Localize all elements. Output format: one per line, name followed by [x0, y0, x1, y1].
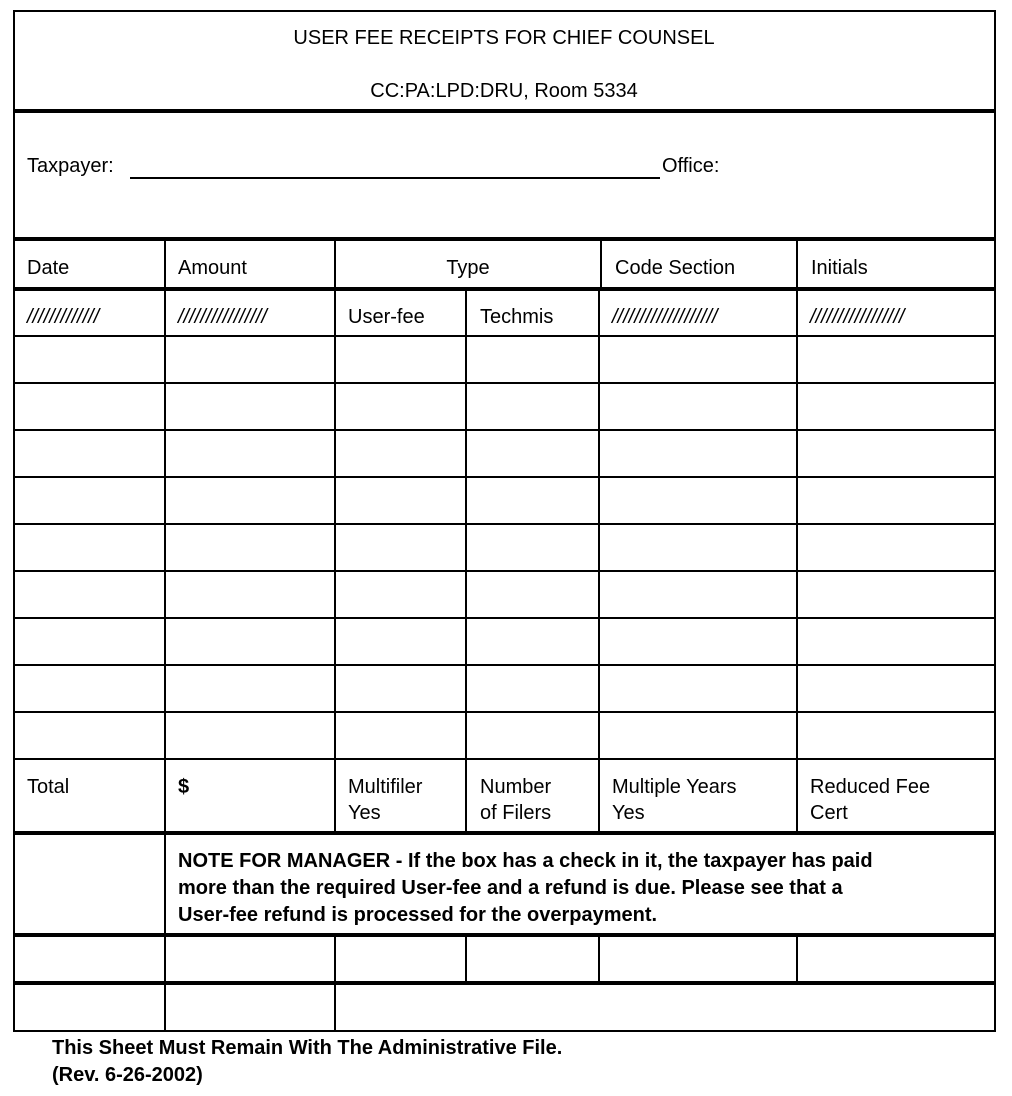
- vertical-rule: [600, 239, 602, 289]
- entry-cell[interactable]: [337, 338, 464, 381]
- entry-cell[interactable]: [799, 714, 993, 757]
- column-header-amount: Amount: [178, 257, 247, 279]
- entry-cell[interactable]: [468, 432, 597, 475]
- amount-hatch: ////////////////: [178, 306, 267, 328]
- entry-cell[interactable]: [16, 667, 163, 710]
- entry-cell[interactable]: [601, 479, 795, 522]
- vertical-rule: [164, 983, 166, 1031]
- horizontal-rule: [13, 1030, 996, 1032]
- column-header-date: Date: [27, 257, 70, 279]
- entry-cell[interactable]: [799, 432, 993, 475]
- reduced-fee-label: Reduced Fee: [810, 776, 931, 798]
- horizontal-rule: [13, 664, 996, 666]
- cert-label: Cert: [810, 802, 848, 824]
- entry-cell[interactable]: [601, 620, 795, 663]
- horizontal-rule: [13, 831, 996, 835]
- horizontal-rule: [13, 981, 996, 985]
- code-section-hatch: ///////////////////: [612, 306, 718, 328]
- horizontal-rule: [13, 523, 996, 525]
- entry-cell[interactable]: [799, 385, 993, 428]
- horizontal-rule: [13, 933, 996, 937]
- entry-cell[interactable]: [601, 338, 795, 381]
- entry-cell[interactable]: [16, 338, 163, 381]
- horizontal-rule: [13, 476, 996, 478]
- entry-cell[interactable]: [468, 385, 597, 428]
- entry-cell[interactable]: [337, 620, 464, 663]
- office-label: Office:: [662, 155, 720, 177]
- vertical-rule: [334, 239, 336, 289]
- entry-cell[interactable]: [337, 432, 464, 475]
- entry-cell[interactable]: [601, 667, 795, 710]
- vertical-rule: [465, 289, 467, 833]
- entry-cell[interactable]: [167, 620, 333, 663]
- horizontal-rule: [13, 429, 996, 431]
- vertical-rule: [164, 833, 166, 935]
- form-title: USER FEE RECEIPTS FOR CHIEF COUNSEL: [293, 27, 715, 49]
- multifiler-label: Multifiler: [348, 776, 423, 798]
- vertical-rule: [334, 935, 336, 983]
- total-label: Total: [27, 776, 70, 798]
- vertical-rule: [598, 935, 600, 983]
- column-header-code-section: Code Section: [615, 257, 736, 279]
- entry-cell[interactable]: [337, 526, 464, 569]
- entry-cell[interactable]: [167, 573, 333, 616]
- entry-cell[interactable]: [16, 526, 163, 569]
- entry-cell[interactable]: [167, 714, 333, 757]
- entry-cell[interactable]: [799, 620, 993, 663]
- entry-cell[interactable]: [167, 385, 333, 428]
- note-line-3: User-fee refund is processed for the overpayment.: [178, 904, 658, 926]
- horizontal-rule: [13, 287, 996, 291]
- number-label: Number: [480, 776, 552, 798]
- vertical-rule: [13, 11, 15, 1032]
- entry-cell[interactable]: [799, 338, 993, 381]
- entry-cell[interactable]: [16, 479, 163, 522]
- footer-line-2: (Rev. 6-26-2002): [52, 1064, 203, 1086]
- entry-cell[interactable]: [167, 667, 333, 710]
- entry-cell[interactable]: [601, 714, 795, 757]
- horizontal-rule: [13, 335, 996, 337]
- note-line-1: NOTE FOR MANAGER - If the box has a check in it, the taxpayer has paid: [178, 850, 873, 872]
- horizontal-rule: [13, 570, 996, 572]
- taxpayer-field[interactable]: [130, 155, 660, 179]
- vertical-rule: [164, 239, 166, 289]
- initials-hatch: /////////////////: [810, 306, 905, 328]
- vertical-rule: [598, 289, 600, 833]
- entry-cell[interactable]: [799, 526, 993, 569]
- entry-cell[interactable]: [167, 338, 333, 381]
- entry-cell[interactable]: [799, 573, 993, 616]
- entry-cell[interactable]: [468, 667, 597, 710]
- entry-cell[interactable]: [337, 385, 464, 428]
- column-header-initials: Initials: [811, 257, 868, 279]
- vertical-rule: [796, 289, 798, 833]
- entry-cell[interactable]: [16, 573, 163, 616]
- entry-cell[interactable]: [468, 338, 597, 381]
- vertical-rule: [796, 935, 798, 983]
- horizontal-rule: [13, 758, 996, 760]
- horizontal-rule: [13, 237, 996, 241]
- entry-cell[interactable]: [601, 526, 795, 569]
- multiple-years-label: Multiple Years: [612, 776, 737, 798]
- horizontal-rule: [13, 10, 996, 12]
- multifiler-yes-label: Yes: [348, 802, 381, 824]
- office-code: CC:PA:LPD:DRU, Room 5334: [370, 80, 638, 102]
- horizontal-rule: [13, 711, 996, 713]
- vertical-rule: [334, 983, 336, 1031]
- vertical-rule: [465, 935, 467, 983]
- entry-cell[interactable]: [799, 667, 993, 710]
- date-hatch: /////////////: [27, 306, 100, 328]
- horizontal-rule: [13, 109, 996, 113]
- entry-cell[interactable]: [16, 714, 163, 757]
- note-line-2: more than the required User-fee and a refund is due. Please see that a: [178, 877, 843, 899]
- horizontal-rule: [13, 382, 996, 384]
- taxpayer-label: Taxpayer:: [27, 155, 114, 177]
- entry-cell[interactable]: [799, 479, 993, 522]
- entry-cell[interactable]: [468, 526, 597, 569]
- vertical-rule: [796, 239, 798, 289]
- multiple-years-yes-label: Yes: [612, 802, 645, 824]
- vertical-rule: [334, 289, 336, 833]
- entry-cell[interactable]: [468, 714, 597, 757]
- entry-cell[interactable]: [337, 573, 464, 616]
- entry-cell[interactable]: [167, 479, 333, 522]
- entry-cell[interactable]: [468, 479, 597, 522]
- entry-cell[interactable]: [468, 573, 597, 616]
- entry-cell[interactable]: [167, 526, 333, 569]
- vertical-rule: [164, 289, 166, 833]
- entry-cell[interactable]: [601, 385, 795, 428]
- horizontal-rule: [13, 617, 996, 619]
- entry-cell[interactable]: [16, 385, 163, 428]
- dollar-sign: $: [178, 776, 190, 798]
- vertical-rule: [994, 11, 996, 1032]
- entry-cell[interactable]: [337, 667, 464, 710]
- entry-cell[interactable]: [16, 432, 163, 475]
- entry-cell[interactable]: [167, 432, 333, 475]
- subheader-user-fee: User-fee: [348, 306, 425, 328]
- entry-cell[interactable]: [337, 479, 464, 522]
- entry-cell[interactable]: [337, 714, 464, 757]
- vertical-rule: [164, 935, 166, 983]
- column-header-type: Type: [446, 257, 490, 279]
- footer-line-1: This Sheet Must Remain With The Administrative File.: [52, 1037, 563, 1059]
- entry-cell[interactable]: [468, 620, 597, 663]
- of-filers-label: of Filers: [480, 802, 552, 824]
- entry-cell[interactable]: [601, 432, 795, 475]
- entry-cell[interactable]: [16, 620, 163, 663]
- subheader-techmis: Techmis: [480, 306, 554, 328]
- entry-cell[interactable]: [601, 573, 795, 616]
